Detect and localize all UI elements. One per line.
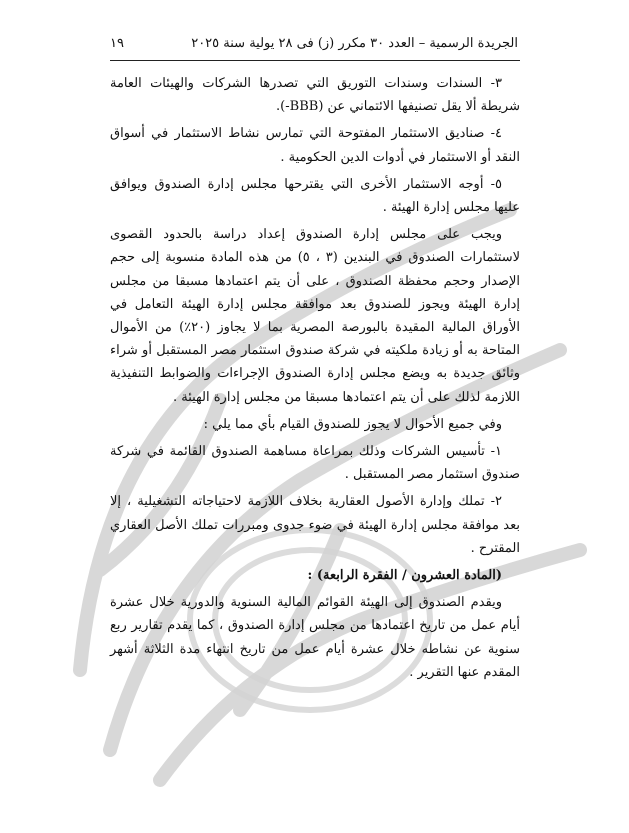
paragraph-item-3: ٣- السندات وسندات التوريق التي تصدرها الشركات والهيئات العامة شريطة ألا يقل تصنيفها الائتماني عن (BBB-). <box>110 76 520 115</box>
header-title: الجريدة الرسمية – العدد ٣٠ مكرر (ز) فى ٢٨ يولية سنة ٢٠٢٥ <box>191 35 518 51</box>
paragraph-item-5: ٥- أوجه الاستثمار الأخرى التي يقترحها مجلس إدارة الصندوق ويوافق عليها مجلس إدارة الهيئة . <box>110 176 520 216</box>
paragraph-investment-limits: ويجب على مجلس إدارة الصندوق إعداد دراسة بالحدود القصوى لاستثمارات الصندوق في البندين (٣ ، ٥) من هذه المادة منسوبة إلى حجم الإصدار وحجم محفظة الصندوق ، على أن يتم اعتمادها مسبقا من مجلس إدارة الهيئة ويجوز للصندوق بعد موافقة مجلس إدارة الهيئة التعامل في الأوراق المالية المقيدة بالبورصة المصرية بما لا يجاوز (٢٠٪) من الأموال المتاحة به أو زيادة ملكيته في شركة صندوق استثمار مصر المستقبل أو شراء وثائق جديدة به ويضع مجلس إدارة الصندوق الإجراءات والضوابط التنفيذية اللازمة لذلك على أن يتم اعتمادها مسبقا من مجلس إدارة الهيئة . <box>110 227 521 405</box>
paragraph-reporting: ويقدم الصندوق إلى الهيئة القوائم المالية السنوية والدورية خلال عشرة أيام عمل من تاريخ اعتمادها من مجلس إدارة الصندوق ، كما يقدم تقارير ربع سنوية عن نشاطه خلال عشرة أيام عمل من تاريخ انتهاء مدة الثلاثة أشهر المقدم عنها التقرير . <box>110 595 520 680</box>
document-body <box>110 72 520 688</box>
paragraph-prohibitions-intro: وفي جميع الأحوال لا يجوز للصندوق القيام بأي مما يلي : <box>203 416 502 432</box>
article-heading: (المادة العشرون / الفقرة الرابعة) : <box>307 568 502 584</box>
paragraph-prohibition-2: ٢- تملك وإدارة الأصول العقارية بخلاف اللازمة لاحتياجاته التشغيلية ، إلا بعد موافقة مجلس إدارة الهيئة في ضوء جدوى ومبررات تملك الأصل العقاري المقترح . <box>110 494 520 556</box>
paragraph-item-4: ٤- صناديق الاستثمار المفتوحة التي تمارس نشاط الاستثمار في أسواق النقد أو الاستثمار في أدوات الدين الحكومية . <box>110 126 520 165</box>
paragraph-prohibition-1: ١- تأسيس الشركات وذلك بمراعاة مساهمة الصندوق القائمة في شركة صندوق استثمار مصر المستقبل . <box>110 444 520 483</box>
page-number: ١٩ <box>110 35 124 51</box>
page-header <box>110 30 518 56</box>
header-divider <box>110 60 520 61</box>
